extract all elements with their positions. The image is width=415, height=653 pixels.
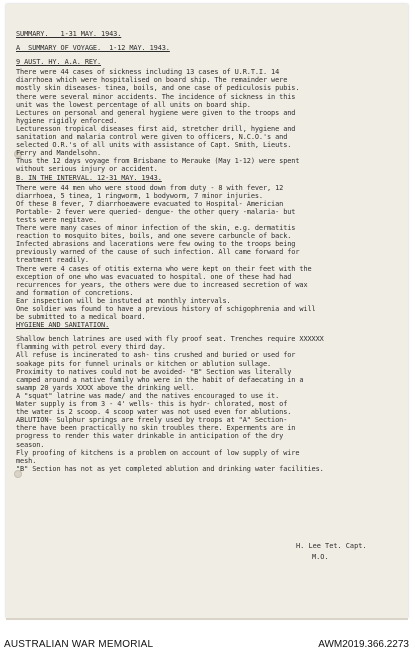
text-line: Shallow bench latrines are used with fly proof seat. Trenches require XXXXXX bbox=[16, 335, 324, 344]
hygiene-heading: HYGIENE AND SANITATION. bbox=[16, 321, 110, 330]
text-line: There were 4 cases of otitis externa who were kept on their feet with the bbox=[16, 264, 312, 273]
text-line: there have been practically no skin troubles there. Experments are in bbox=[16, 424, 296, 433]
text-line: Proximity to natives could not be avoided- "B" Section was literally bbox=[16, 367, 292, 376]
text-line: be submitted to a medical board. bbox=[16, 313, 146, 322]
unit-heading: 9 AUST. HY. A.A. REY. bbox=[16, 58, 102, 67]
text-line: reaction to mosquito bites, boils, and one severe carbuncle of back. bbox=[16, 232, 292, 241]
text-line: without serious injury or accident. bbox=[16, 165, 158, 174]
sheet-shadow-edge bbox=[6, 618, 408, 620]
text-line: Lecturesson tropical diseases first aid, stretcher drill, hygiene and bbox=[16, 124, 296, 133]
text-line: unit was the lowest percentage of all units on board ship. bbox=[16, 100, 251, 109]
text-line: One soldier was found to have a previous history of schigophrenia and will bbox=[16, 305, 316, 313]
archive-name: AUSTRALIAN WAR MEMORIAL bbox=[4, 639, 154, 650]
text-line: season. bbox=[16, 440, 45, 449]
text-line: Infected abrasions and lacerations were few owing to the troops being bbox=[16, 240, 296, 249]
text-line: All refuse is incinerated to ash- tins crushed and buried or used for bbox=[16, 351, 296, 360]
text-line: camped around a native family who were in the habit of defaecating in a bbox=[16, 375, 304, 384]
hygiene-paragraph bbox=[16, 335, 400, 473]
text-line: mesh. bbox=[16, 456, 37, 465]
archive-footer bbox=[0, 625, 415, 653]
text-line: There were 44 men who were stood down from duty - 8 with fever, 12 bbox=[16, 183, 284, 192]
text-line: selected O.R.'s of all units with assistance of Capt. Smith, Lieuts. bbox=[16, 141, 292, 150]
text-line: Of these 8 fever, 7 diarrhoeawere evacuated to Hospital- Americian bbox=[16, 199, 284, 208]
text-line: Water supply is from 3 - 4' wells- this is hydr- chlorated, most of bbox=[16, 400, 288, 409]
text-line: Ferry and Mandelsohn. bbox=[16, 149, 102, 158]
text-line: Portable- 2 fever were queried- dengue- the other query -malaria- but bbox=[16, 207, 296, 216]
text-line: the water is 2 scoop. 4 scoop water was not used even for ablutions. bbox=[16, 408, 292, 417]
text-line: Ear inspection will be instuted at monthly intervals. bbox=[16, 296, 231, 305]
text-line: previously warned of the cause of such infection. All came forward for bbox=[16, 248, 300, 257]
voyage-paragraph bbox=[16, 68, 400, 173]
text-line: Lectures on personal and general hygiene were given to the troops and bbox=[16, 108, 296, 117]
text-line: tests were negitave. bbox=[16, 215, 97, 224]
text-line: There were 44 cases of sickness including 13 cases of U.R.T.I. 14 bbox=[16, 68, 280, 77]
text-line: "B" Section has not as yet completed ablution and drinking water facilities. bbox=[16, 464, 324, 473]
typed-report bbox=[16, 30, 400, 473]
interval-heading: B. IN THE INTERVAL. 12-31 MAY. 1943. bbox=[16, 173, 162, 182]
text-line: sanitation and malaria control were given to officers, N.C.O.'s and bbox=[16, 133, 288, 142]
text-line: progress to render this water drinkable in anticipation of the dry bbox=[16, 432, 284, 441]
text-line: diarrhoea which were hospitalised on board ship. The remainder were bbox=[16, 76, 288, 85]
text-line: and formation of concretions. bbox=[16, 288, 134, 297]
text-line: treatment readily. bbox=[16, 256, 89, 265]
archive-reference: AWM2019.366.2273 bbox=[318, 639, 409, 650]
signature-name: H. Lee Tet. Capt. bbox=[296, 542, 367, 550]
text-line: recurrences for years, the others were due to increased secretion of wax bbox=[16, 280, 308, 289]
signature-title: M.O. bbox=[312, 553, 329, 561]
summary-heading: SUMMARY. 1-31 MAY. 1943. bbox=[16, 30, 122, 38]
text-line: A "squat" latrine was made/ and the natives encouraged to use it. bbox=[16, 391, 280, 400]
text-line: flamming with petrol every third day. bbox=[16, 343, 166, 352]
text-line: mostly skin diseases- tinea, boils, and one case of pediculosis pubis. bbox=[16, 84, 300, 93]
text-line: There were many cases of minor infection of the skin, e.g. dermatitis bbox=[16, 224, 296, 233]
voyage-heading: A SUMMARY OF VOYAGE. 1-12 MAY. 1943. bbox=[16, 44, 170, 53]
text-line: soakage pits for funnel urinals or kitchen or ablution sullage. bbox=[16, 359, 272, 368]
text-line: ABLUTION- Sulphur springs are freely used by troops at "A" Section- bbox=[16, 416, 288, 425]
interval-paragraph bbox=[16, 184, 400, 322]
text-line: Thus the 12 days voyage from Brisbane to Merauke (May 1-12) were spent bbox=[16, 157, 300, 166]
text-line: hygiene rigidly enforced. bbox=[16, 116, 118, 125]
text-line: Fly proofing of kitchens is a problem on account of low supply of wire bbox=[16, 448, 300, 457]
text-line: diarrhoea, 5 tinea, 1 ringworm, 1 bodyworm, 7 minor injuries. bbox=[16, 191, 263, 200]
text-line: swamp 20 yards XXXX above the drinking well. bbox=[16, 383, 195, 392]
text-line: exception of one who was evacuated to hospital. one of these had had bbox=[16, 272, 292, 281]
text-line: there were several minor accidents. The incidence of sickness in this bbox=[16, 92, 296, 101]
